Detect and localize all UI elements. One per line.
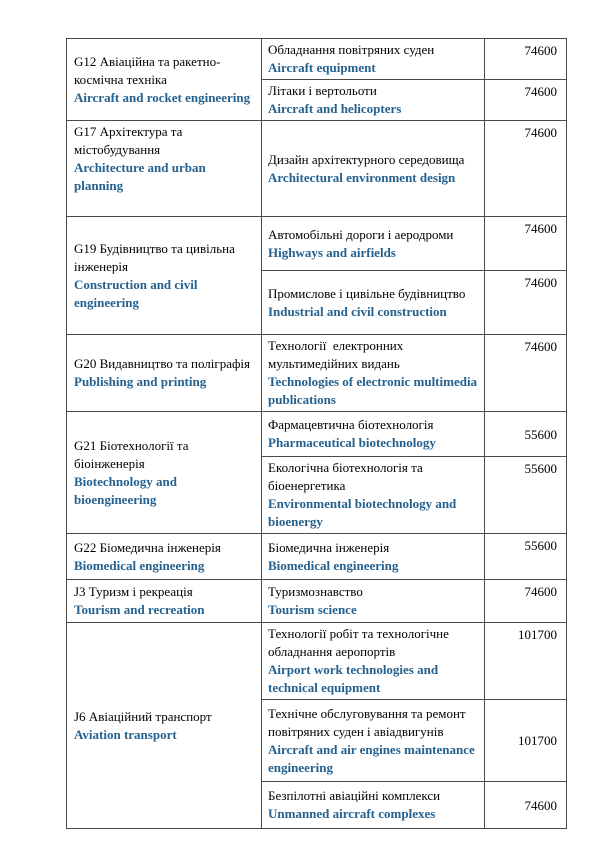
specialty-uk: Технології робіт та технологічне обладнання аеропортів: [268, 626, 453, 659]
specialty-uk: Літаки і вертольоти: [268, 83, 377, 98]
specialty-uk: Технічне обслуговування та ремонт повітряних суден і авіадвигунів: [268, 705, 469, 739]
price-cell: 55600: [485, 457, 567, 534]
price-cell: 74600: [485, 121, 567, 217]
category-en: Publishing and printing: [74, 374, 207, 389]
specialty-cell: [262, 782, 485, 829]
table-row: [67, 580, 567, 623]
specialty-en: Unmanned aircraft complexes: [268, 806, 436, 821]
category-en: Aviation transport: [74, 726, 177, 742]
category-en: Tourism and recreation: [74, 602, 205, 617]
specialty-en: Tourism science: [268, 602, 357, 617]
category-cell: [67, 217, 262, 335]
price-cell: 55600: [485, 534, 567, 580]
category-en: Aircraft and rocket engineering: [74, 89, 251, 105]
price-cell: 74600: [485, 80, 567, 121]
price-cell: 74600: [485, 217, 567, 271]
table-row: [67, 623, 567, 700]
price-cell: 74600: [485, 335, 567, 412]
specialty-uk: Дизайн архітектурного середовища: [268, 151, 465, 167]
specialty-cell: [262, 534, 485, 580]
specialty-uk: Обладнання повітряних суден: [268, 42, 435, 57]
price-cell: 101700: [485, 700, 567, 782]
specialty-cell: [262, 412, 485, 457]
table-row: [67, 534, 567, 580]
category-cell: [67, 39, 262, 121]
category-uk: G12 Авіаційна та ракетно-космічна техніка: [74, 53, 221, 87]
specialty-cell: [262, 39, 485, 80]
specialty-en: Environmental biotechnology and bioenergy: [268, 496, 457, 529]
category-en: Construction and civil engineering: [74, 276, 198, 310]
specialty-en: Highways and airfields: [268, 244, 396, 260]
specialty-uk: Промислове і цивільне будівництво: [268, 285, 466, 301]
specialty-uk: Екологічна біотехнологія та біоенергетика: [268, 460, 427, 493]
specialty-uk: Безпілотні авіаційні комплекси: [268, 788, 441, 803]
category-en: Biotechnology and bioengineering: [74, 473, 177, 507]
category-uk: G17 Архітектура та містобудування: [74, 124, 186, 157]
specialty-en: Biomedical engineering: [268, 557, 399, 573]
category-cell: [67, 335, 262, 412]
category-cell: [67, 580, 262, 623]
specialty-cell: [262, 457, 485, 534]
specialty-uk: Туризмознавство: [268, 584, 363, 599]
price-cell: 55600: [485, 412, 567, 457]
category-cell: [67, 412, 262, 534]
specialty-en: Architectural environment design: [268, 169, 456, 185]
price-cell: 101700: [485, 623, 567, 700]
specialty-cell: [262, 335, 485, 412]
specialty-cell: [262, 217, 485, 271]
specialty-cell: [262, 580, 485, 623]
specialty-cell: [262, 700, 485, 782]
specialty-en: Aircraft and helicopters: [268, 101, 402, 116]
price-cell: 74600: [485, 580, 567, 623]
specialty-en: Technologies of electronic multimedia publications: [268, 374, 478, 407]
specialty-en: Airport work technologies and technical equipment: [268, 662, 439, 695]
category-uk: G22 Біомедична інженерія: [74, 539, 221, 555]
category-cell: [67, 623, 262, 829]
category-cell: [67, 121, 262, 217]
category-uk: J6 Авіаційний транспорт: [74, 708, 212, 724]
specialty-en: Industrial and civil construction: [268, 303, 447, 319]
table-row: [67, 335, 567, 412]
category-uk: G19 Будівництво та цивільна інженерія: [74, 240, 239, 274]
specialty-uk: Біомедична інженерія: [268, 539, 390, 555]
specialty-cell: [262, 623, 485, 700]
price-cell: 74600: [485, 782, 567, 829]
specialty-uk: Технології електронних мультимедійних видань: [268, 338, 407, 371]
category-uk: G20 Видавництво та поліграфія: [74, 356, 251, 371]
specialty-cell: [262, 121, 485, 217]
specialty-cell: [262, 80, 485, 121]
price-cell: 74600: [485, 271, 567, 335]
tuition-table: [66, 38, 567, 829]
price-cell: 74600: [485, 39, 567, 80]
specialty-en: Aircraft and air engines maintenance engineering: [268, 741, 475, 775]
category-en: Biomedical engineering: [74, 557, 205, 573]
table-row: [67, 217, 567, 271]
specialty-en: Pharmaceutical biotechnology: [268, 435, 436, 450]
category-cell: [67, 534, 262, 580]
category-uk: G21 Біотехнології та біоінженерія: [74, 437, 192, 471]
specialty-en: Aircraft equipment: [268, 60, 376, 75]
specialty-uk: Автомобільні дороги і аеродроми: [268, 226, 454, 242]
specialty-cell: [262, 271, 485, 335]
category-en: Architecture and urban planning: [74, 160, 206, 193]
specialty-uk: Фармацевтична біотехнологія: [268, 417, 434, 432]
table-row: [67, 121, 567, 217]
category-uk: J3 Туризм і рекреація: [74, 584, 193, 599]
table-row: [67, 39, 567, 80]
table-row: [67, 412, 567, 457]
